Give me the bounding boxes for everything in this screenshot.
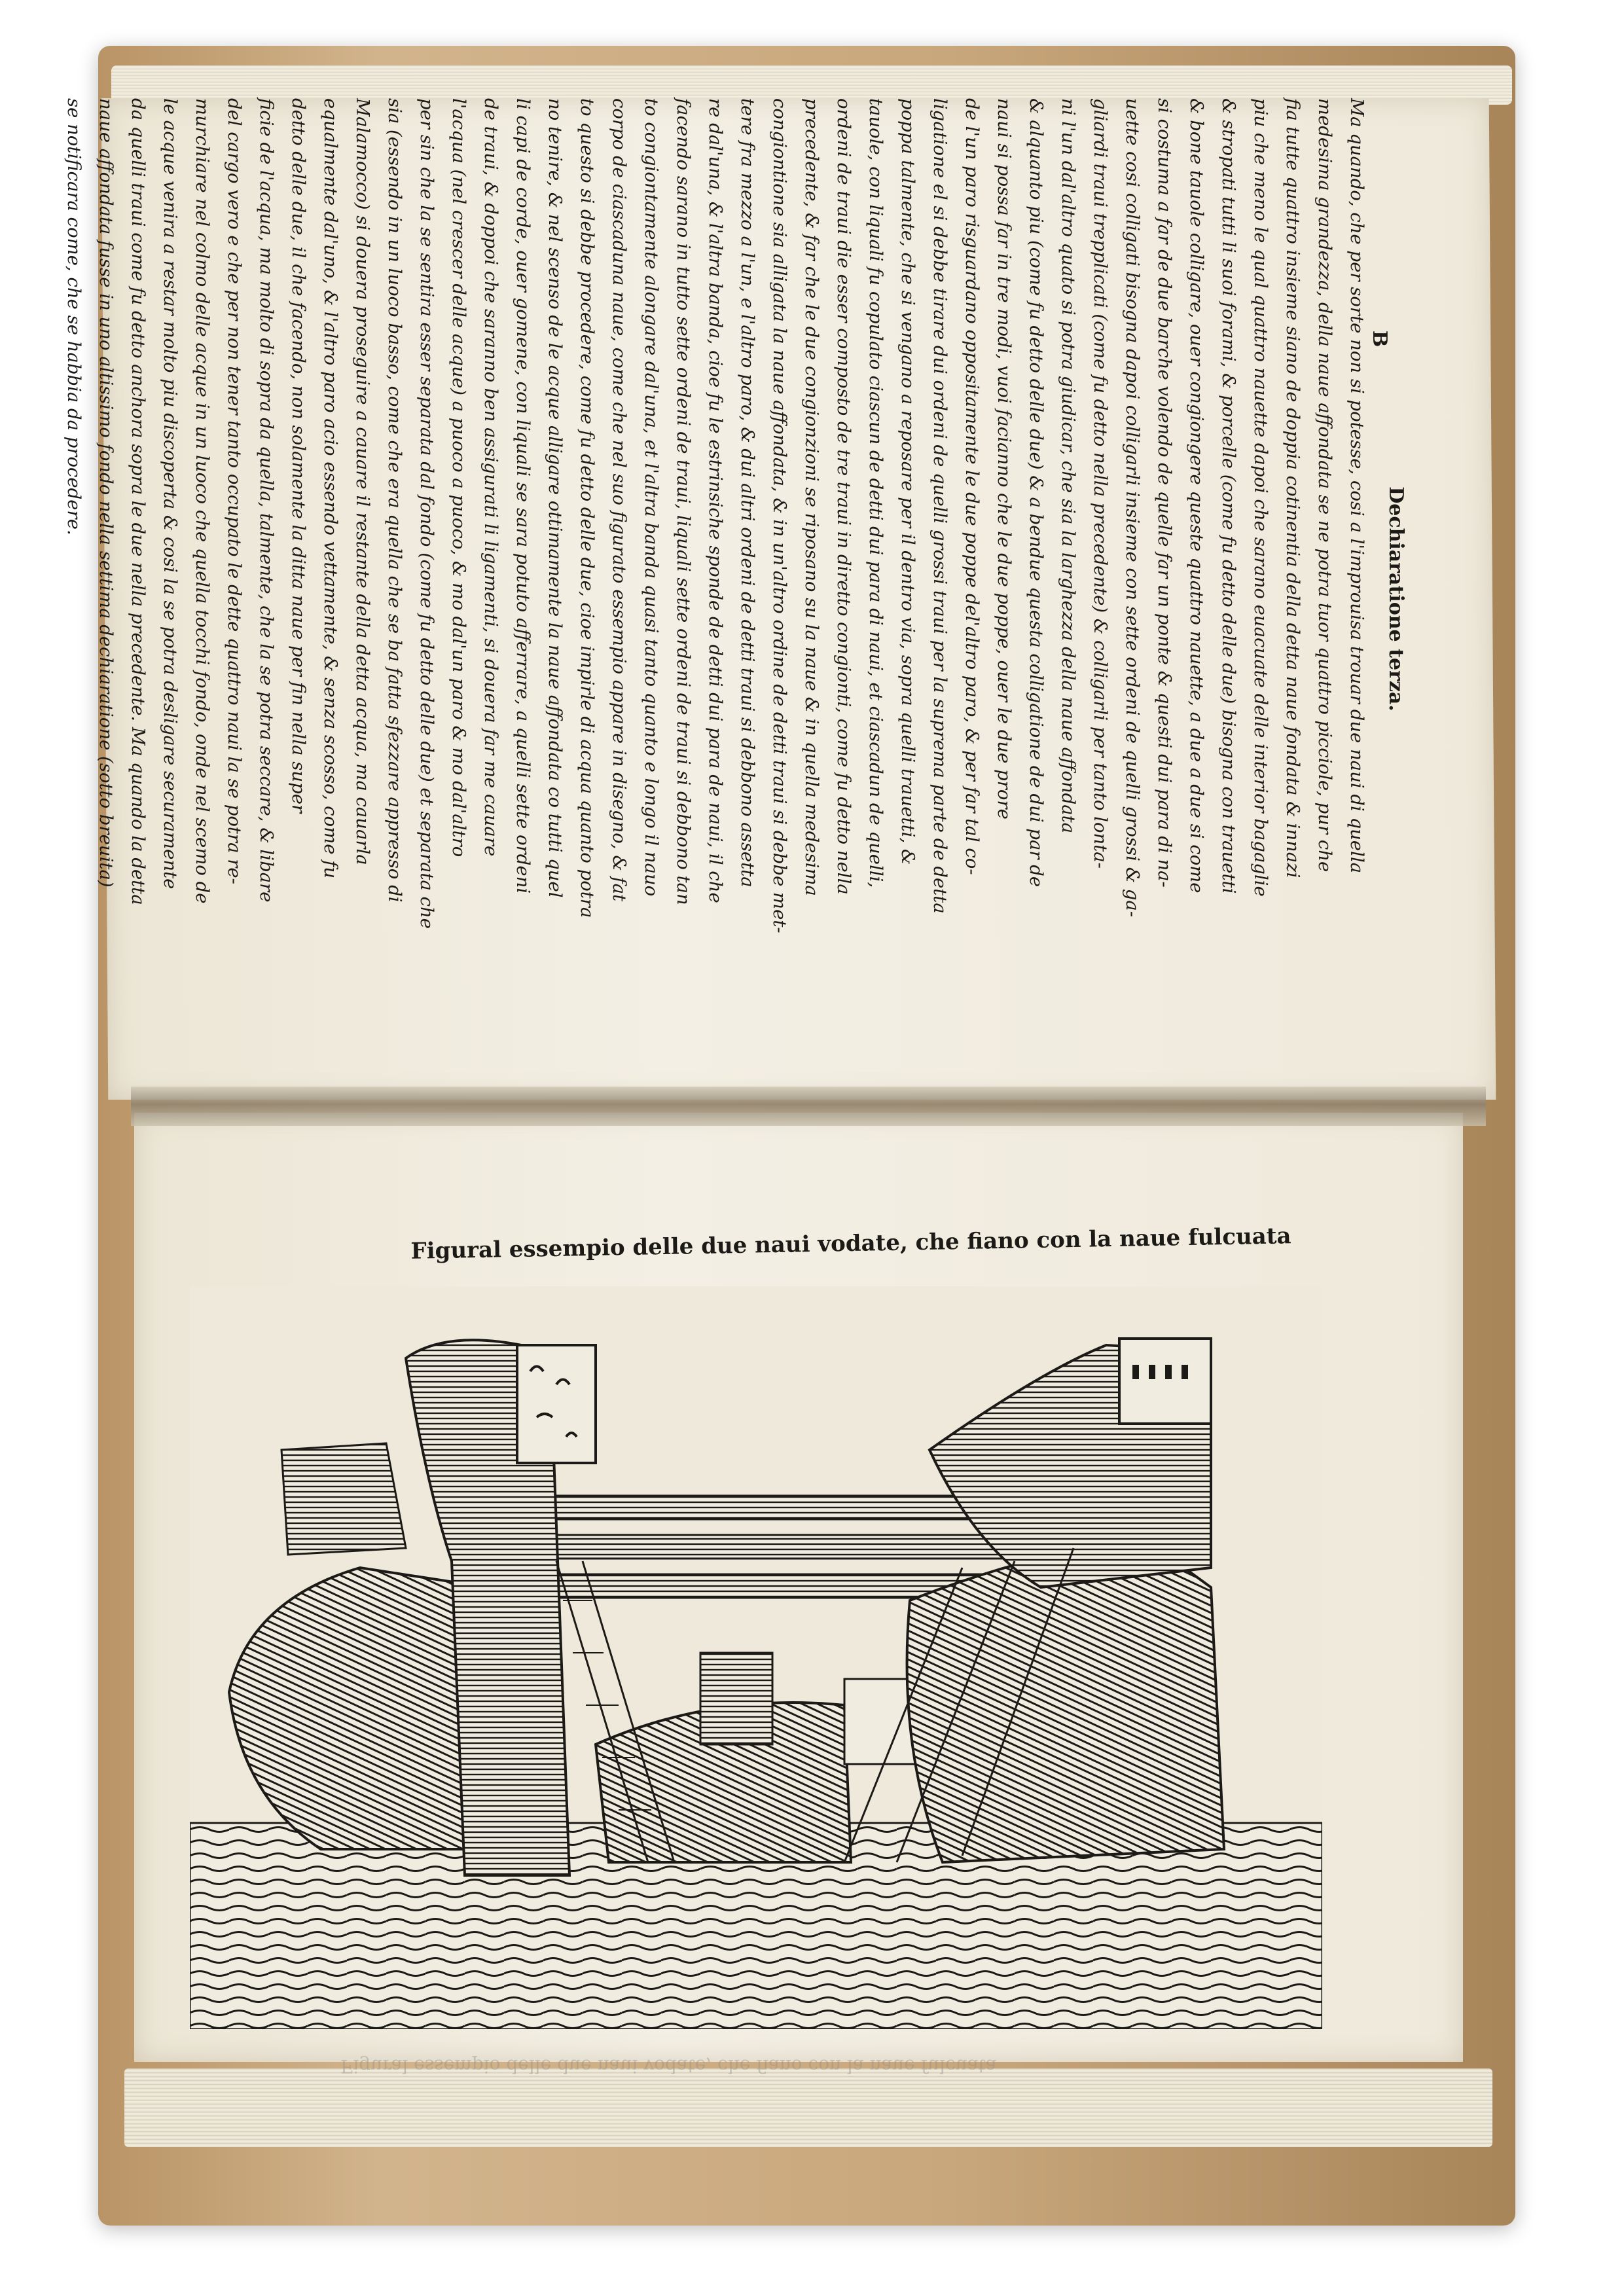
text-lines [58, 98, 1373, 1100]
text-line: se notificara come, che se habbia da procedere. [63, 98, 84, 535]
section-heading: Dechiaratione terza. [1384, 486, 1407, 712]
text-line: tauole, con liquali fu copulato ciascun de detti dui para di naui, et ciascadun de quelli, [865, 98, 886, 888]
text-line: to congiontamente alongare dal'una, et l'altra banda quasi tanto quanto e longo il nauo [641, 98, 662, 897]
text-line: to questo si debbe procedere, come fu detto delle due, cioe impirle di acqua quanto potra [577, 98, 598, 918]
text-line: detto delle due, il che facendo, non solamente la ditta naue per fin nella super [288, 98, 309, 814]
text-line: Ma quando, che per sorte non si potesse, cosi a l'improuisa trouar due naui di quella [1346, 98, 1367, 874]
text-line: Malamocco) si douera proseguire a cauare il restante della detta acqua, ma cauarla [352, 98, 373, 865]
text-line: si costuma a far de due barche volendo de quelle far un ponte & questi dui para di na- [1154, 98, 1175, 888]
text-line: da quelli traui come fu detto anchora sopra le due nella precedente. Ma quando la detta [128, 98, 149, 905]
text-line: de traui, & doppoi che saranno ben assigurati li ligamenti, si douera far me cauare [480, 98, 501, 857]
text-line: li capi de corde, ouer gomene, con liquali se sara potuto afferrare, a quelli sette ordeni [513, 98, 533, 894]
text-line: de l'un paro risguardano oppositamente le due poppe del'altro paro, & per far tal co- [962, 98, 983, 875]
signature-mark: B [1368, 330, 1392, 348]
text-line: equalmente dal'uno, & l'altro paro acio essendo vettamente, & senza scosso, come fu [320, 98, 341, 879]
text-line: & alquanto piu (come fu detto delle due) & a bendue questa colligatione de dui par de [1026, 98, 1047, 888]
text-line: medesima grandezza, della naue affondata se ne potra tuor quattro picciole, pur che [1314, 98, 1335, 873]
page-edges-bottom [124, 2068, 1492, 2147]
text-line: ni l'un dal'altro quato si potra giudicar, che sia la larghezza della naue affondata [1058, 98, 1079, 834]
text-line: del cargo vero e che per non tener tanto occupato le dette quattro naui la se potra re- [224, 98, 245, 884]
text-line: ligatione el si debbe tirare dui ordeni de quelli grossi traui per la suprema parte de detta [929, 98, 950, 914]
text-line: gliardi traui trepplicati (come fu detto nella precedente) & colligarli per tanto lonta- [1090, 98, 1111, 869]
text-line: fia tutte quattro insieme siano de doppia cotinentia della detta naue fondata & innazi [1282, 98, 1303, 878]
rotated-text-block [63, 98, 1407, 1100]
text-line: le acque venira a restar molto piu discoperta & cosi la se potra desligare securamente [160, 98, 181, 890]
text-line: re dal'una, & l'altra banda, cioe fu le estrinsiche sponde de detti dui para de naui, il che [705, 98, 726, 903]
text-line: per sin che la se sentira esser separata dal fondo (come fu detto delle due) et separata che [416, 98, 437, 929]
text-line: sia (essendo in un luoco basso, come che era quella che se ba fatta sfezzare appresso di [384, 98, 405, 903]
text-line: uette cosi colligati bisogna dapoi colligarli insieme con sette ordeni de quelli grossi & ga- [1122, 98, 1143, 918]
text-line: poppa talmente, che si vengano a reposare per il dentro via, sopra quelli trauetti, & [897, 98, 918, 865]
ship-woodcut-illustration [190, 1286, 1322, 2029]
text-line: & stropati tutti li suoi forami, & porcelle (come fu detto delle due) bisogna con trauetti [1218, 98, 1239, 894]
text-line: & bone tauole colligare, ouer congiongere queste quattro nauette, a due a due si come [1186, 98, 1207, 893]
text-line: naui si possa far in tre modi, vuoi facianno che le due poppe, ouer le due prore [994, 98, 1015, 820]
text-line: precedente, & far che le due congionzioni se riposano su la naue & in quella medesima [801, 98, 822, 896]
show-through-text: Figural essempio delle due naui vodate, che fiano con la naue fulcuata [340, 2055, 997, 2077]
text-line: corpo de ciascaduna naue, come che nel suo figurato essempio appare in disegno, & fat [609, 98, 630, 902]
text-line: tere fra mezzo a l'un, e l'altro paro, & dui altri ordeni de detti traui si debbono assetta [737, 98, 758, 888]
text-line: ficie de l'acqua, ma molto di sopra da quella, talmente, che la se potra seccare, & libare [256, 98, 277, 903]
woodcut-caption: Figural essempio delle due naui vodate, che fiano con la naue fulcuata [410, 1223, 1291, 1265]
text-line: murchiare nel colmo delle acque in un luoco che quella tocchi fondo, onde nel scemo de [192, 98, 213, 904]
text-line: congiontione sia alligata la naue affondata, & in un'altro ordine de detti traui si debbe met- [769, 98, 790, 933]
text-line: ordeni de traui die esser composto de tre traui in diretto congionti, come fu detto nella [833, 98, 854, 895]
text-line: piu che meno le qual quattro nauette dapoi che sarano euacuate delle interior bagaglie [1250, 98, 1271, 897]
text-line: facendo sarano in tutto sette ordeni de traui, liquali sette ordeni de traui si debbono tan [673, 98, 694, 905]
text-line: l'acqua (nel crescer delle acque) a puoco a puoco, & mo dal'un paro & mo dal'altro [448, 98, 469, 857]
text-line: naue affondata fusse in uno altissimo fondo nella settima dechiaratione (sotto breuita) [96, 98, 117, 888]
text-line: no tenire, & nel scenso de le acque alligare ottimamente la naue affondata co tutti quel [545, 98, 566, 898]
